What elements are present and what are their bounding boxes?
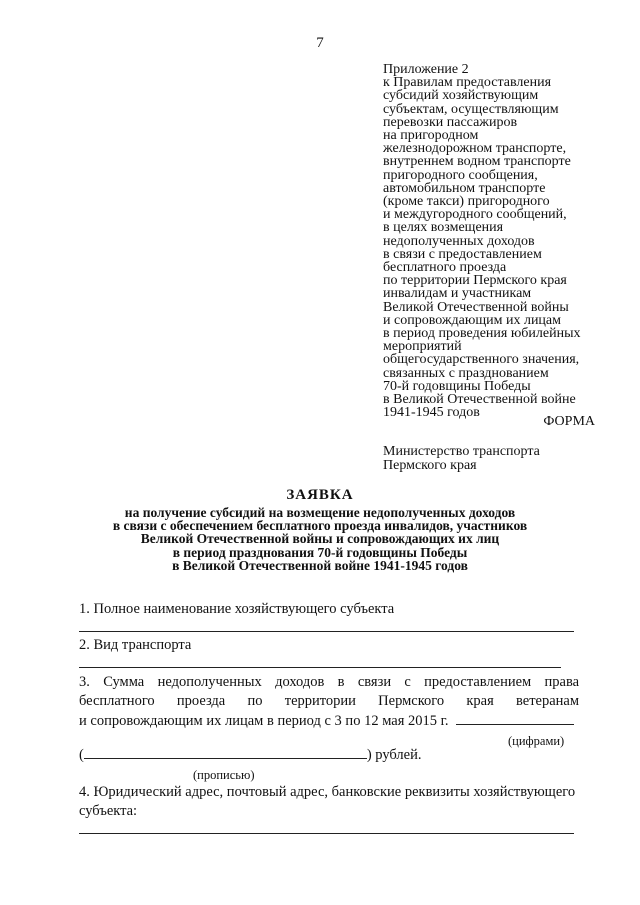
subtitle-line-4: в период празднования 70-й годовщины Победы	[172, 544, 468, 560]
appendix-line: железнодорожном транспорте,	[383, 141, 567, 157]
appendix-line: инвалидам и участникам	[383, 286, 532, 302]
ministry-addressee	[383, 445, 540, 473]
word: в	[337, 674, 345, 690]
subtitle-line-3: Великой Отечественной войны и сопровождающих их лиц	[140, 531, 500, 547]
word: края	[466, 693, 494, 709]
subtitle-line-2: в связи с обеспечением бесплатного проезда инвалидов, участников	[112, 518, 528, 534]
field-3-line-1	[79, 674, 579, 691]
rubles-suffix: ) рублей.	[366, 747, 422, 763]
appendix-line: Приложение 2	[383, 62, 469, 77]
subtitle-line-1: на получение субсидий на возмещение недополученных доходов	[124, 505, 516, 520]
word: 3.	[79, 674, 90, 690]
figures-note: (цифрами)	[508, 734, 565, 748]
word: права	[544, 674, 580, 690]
field-3-period-text: и сопровождающим их лицам в период с 3 по 12 мая 2015 г.	[79, 713, 449, 729]
ministry-line-1: Министерство транспорта	[383, 444, 540, 459]
field-4-line-1: 4. Юридический адрес, почтовый адрес, банковские реквизиты хозяйствующего	[79, 784, 576, 800]
appendix-line: автомобильном транспорте	[383, 180, 546, 196]
appendix-line: 1941-1945 годов	[383, 405, 480, 421]
appendix-header	[383, 63, 613, 419]
appendix-line: в целях возмещения	[383, 220, 504, 236]
amount-words-entry-line[interactable]	[84, 746, 367, 759]
word: проезда	[176, 693, 226, 709]
forma-label: ФОРМА	[543, 414, 595, 429]
word: Сумма	[103, 674, 145, 690]
word: территории	[284, 693, 356, 709]
appendix-line: мероприятий	[383, 339, 462, 355]
field-1-entry-line[interactable]	[79, 631, 574, 632]
word: бесплатного	[79, 693, 155, 709]
appendix-line: в период проведения юбилейных	[383, 326, 581, 342]
word: доходов	[275, 674, 325, 690]
appendix-line: (кроме такси) пригородного	[383, 194, 550, 210]
word: с	[404, 674, 411, 690]
appendix-line: и сопровождающим их лицам	[383, 312, 562, 328]
appendix-line: Великой Отечественной войны	[383, 299, 569, 315]
field-4-entry-line[interactable]	[79, 833, 574, 834]
appendix-line: общегосударственного значения,	[383, 352, 580, 368]
word: связи	[357, 674, 392, 690]
field-3-line-2	[79, 693, 579, 710]
word: предоставлением	[424, 674, 532, 690]
appendix-line: в Великой Отечественной войне	[383, 392, 576, 408]
word: недополученных	[157, 674, 262, 690]
field-3-line-3	[79, 712, 574, 730]
subtitle-line-5: в Великой Отечественной войне 1941-1945 годов	[172, 557, 468, 573]
appendix-line: связанных с празднованием	[383, 365, 549, 381]
word: по	[247, 693, 263, 709]
appendix-line: субъектам, осуществляющим	[383, 101, 559, 117]
amount-figures-entry-line[interactable]	[456, 712, 574, 725]
document-title: ЗАЯВКА	[286, 487, 354, 503]
field-4-line-2: субъекта:	[79, 803, 138, 819]
field-2-entry-line[interactable]	[79, 667, 561, 668]
field-1-label: 1. Полное наименование хозяйствующего субъекта	[79, 601, 395, 617]
words-note: (прописью)	[193, 768, 255, 782]
appendix-line: внутреннем водном транспорте	[383, 154, 571, 170]
appendix-line: пригородного сообщения,	[383, 167, 538, 183]
ministry-line-2: Пермского края	[383, 458, 477, 473]
appendix-line: 70-й годовщины Победы	[383, 378, 531, 394]
appendix-line: субсидий хозяйствующим	[383, 88, 539, 104]
appendix-line: к Правилам предоставления	[383, 75, 552, 91]
appendix-line: бесплатного проезда	[383, 260, 507, 276]
field-3-amount-words-row	[79, 746, 422, 764]
page-number: 7	[316, 35, 324, 51]
appendix-line: по территории Пермского края	[383, 273, 567, 289]
word: ветеранам	[516, 693, 580, 709]
appendix-line: перевозки пассажиров	[383, 114, 518, 130]
paren-open: (	[79, 747, 84, 763]
appendix-line: на пригородном	[383, 128, 479, 144]
appendix-line: недополученных доходов	[383, 233, 535, 249]
document-subtitle	[0, 506, 640, 572]
appendix-line: в связи с предоставлением	[383, 246, 542, 262]
field-2-label: 2. Вид транспорта	[79, 637, 192, 653]
appendix-line: и междугородного сообщений,	[383, 207, 567, 223]
word: Пермского	[378, 693, 445, 709]
